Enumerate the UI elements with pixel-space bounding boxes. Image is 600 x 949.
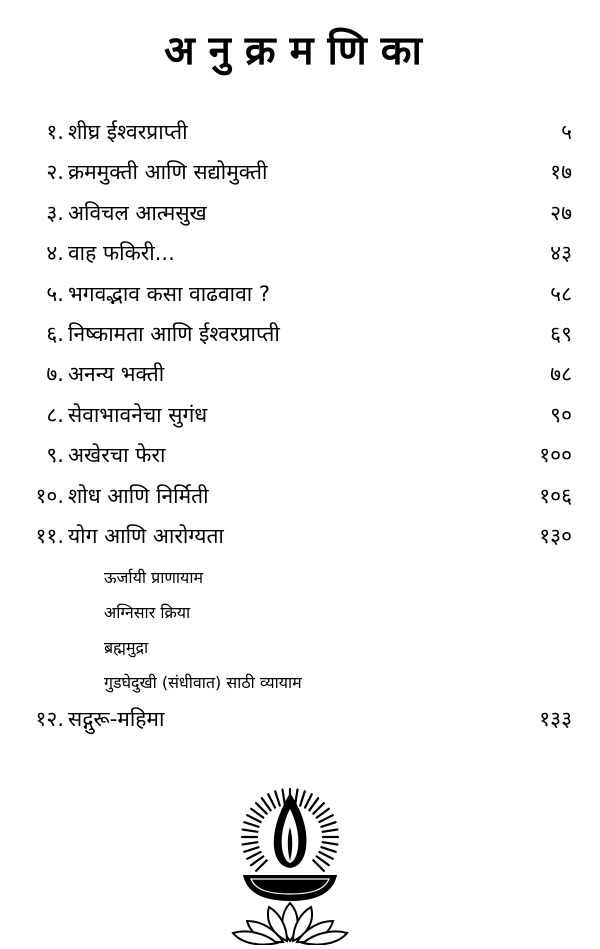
- lamp-ray: [317, 856, 329, 865]
- lamp-ray: [251, 856, 263, 865]
- entry-page: ९०: [550, 402, 572, 427]
- sub-topic-list: [104, 562, 302, 702]
- toc-entry: [0, 152, 600, 192]
- lamp-ray: [319, 815, 332, 822]
- lamp-ray: [251, 809, 263, 818]
- lamp-ray: [319, 852, 332, 859]
- lamp-ray: [256, 860, 267, 871]
- entry-page: १०६: [539, 483, 572, 508]
- toc-entry: [0, 435, 600, 475]
- toc-entry: [0, 274, 600, 314]
- lamp-ray: [313, 803, 324, 814]
- entry-page: ५८: [550, 281, 572, 306]
- lamp-ray: [268, 794, 275, 807]
- lamp-ray: [313, 860, 324, 871]
- entry-page: १००: [539, 443, 572, 468]
- entry-page: ४३: [550, 241, 572, 266]
- entry-title: क्रममुक्ती आणि सद्योमुक्ती: [68, 160, 268, 185]
- lamp-ray: [317, 809, 329, 818]
- toc-entry: [0, 476, 600, 516]
- entry-number: ८.: [46, 402, 64, 427]
- toc-entry: [0, 395, 600, 435]
- entry-number: ३.: [46, 200, 64, 225]
- lamp-ray: [283, 790, 285, 805]
- toc-entry: [0, 516, 600, 556]
- page-title: अनुक्रमणिका: [164, 28, 436, 74]
- lamp-ray: [305, 794, 312, 807]
- entry-title: भगवद्भाव कसा वाढवावा ?: [68, 281, 271, 306]
- entry-page: ५: [561, 120, 572, 144]
- entry-page: १७: [550, 160, 572, 185]
- entry-number: १०.: [35, 483, 64, 508]
- lamp-ray: [321, 822, 335, 827]
- entry-number: ५.: [46, 281, 64, 306]
- sub-topic-item: अग्निसार क्रिया: [104, 603, 191, 622]
- entry-title: योग आणि आरोग्यता: [68, 523, 224, 548]
- sub-topic-item: ब्रह्ममुद्रा: [104, 638, 149, 657]
- sub-topic-item: ऊर्जायी प्राणायाम: [104, 568, 204, 587]
- toc-entry: [0, 233, 600, 273]
- lamp-ray: [262, 798, 271, 810]
- entry-page: ६९: [550, 321, 572, 346]
- table-of-contents: [0, 112, 600, 556]
- entry-title: अविचल आत्मसुख: [68, 200, 207, 225]
- lotus-base: [233, 903, 347, 945]
- entry-number: ६.: [46, 321, 64, 346]
- entry-number: २.: [46, 160, 64, 185]
- entry-number: १.: [46, 120, 64, 144]
- lamp-ray: [309, 798, 318, 810]
- entry-title: शीघ्र ईश्वरप्राप्ती: [68, 120, 188, 144]
- lamp-ray: [247, 852, 260, 859]
- entry-page: ७८: [550, 362, 572, 387]
- lamp-ray: [323, 830, 338, 832]
- entry-title: निष्कामता आणि ईश्वरप्राप्ती: [68, 321, 280, 346]
- entry-number: १२.: [35, 707, 64, 731]
- lamp-ray: [275, 791, 280, 805]
- entry-number: ४.: [46, 241, 64, 266]
- lamp-ray: [323, 842, 338, 844]
- lamp-ray: [243, 830, 258, 832]
- entry-title: सद्गुरू-महिमा: [68, 707, 165, 731]
- oil-lamp-icon: [225, 775, 355, 945]
- sub-topic-item: गुडघेदुखी (संधीवात) साठी व्यायाम: [104, 673, 302, 692]
- lamp-ray: [244, 822, 258, 827]
- toc-entry: [0, 314, 600, 354]
- toc-entry: [0, 354, 600, 394]
- lamp-ray: [243, 842, 258, 844]
- entry-page: १३०: [539, 523, 572, 548]
- entry-title: अखेरचा फेरा: [68, 443, 166, 468]
- toc-last-entry: [0, 699, 600, 739]
- entry-title: वाह फकिरी...: [68, 241, 175, 266]
- lamp-ray: [321, 847, 335, 852]
- entry-number: ११.: [35, 523, 64, 548]
- entry-title: सेवाभावनेचा सुगंध: [68, 402, 208, 427]
- lamp-ray: [300, 791, 305, 805]
- toc-entry: [0, 699, 600, 739]
- entry-title: अनन्य भक्ती: [68, 362, 165, 387]
- entry-number: ९.: [46, 443, 64, 468]
- entry-title: शोध आणि निर्मिती: [68, 483, 209, 508]
- entry-page: २७: [550, 200, 572, 225]
- entry-number: ७.: [46, 362, 64, 387]
- toc-entry: [0, 193, 600, 233]
- lamp-ray: [256, 803, 267, 814]
- entry-page: १३३: [539, 707, 572, 731]
- lamp-ray: [244, 847, 258, 852]
- toc-entry: [0, 112, 600, 152]
- lamp-ray: [247, 815, 260, 822]
